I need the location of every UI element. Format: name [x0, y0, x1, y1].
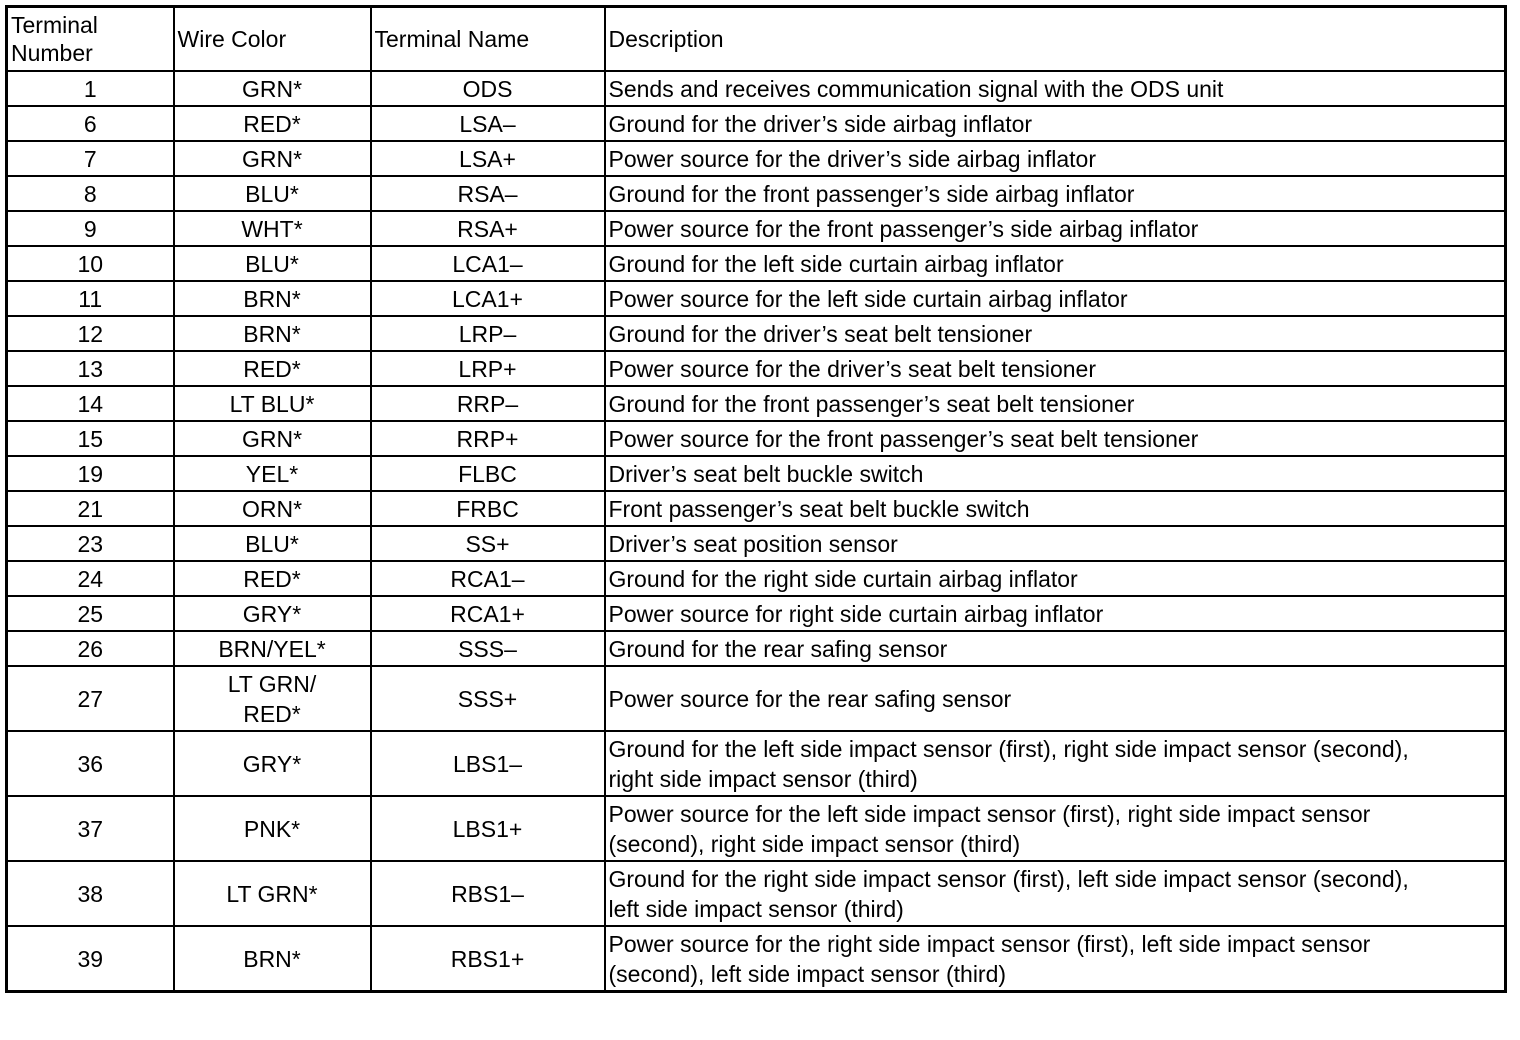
wire-color-cell: ORN* [174, 491, 371, 526]
table-row [7, 926, 1506, 992]
terminal-name-cell: RSA+ [371, 211, 605, 246]
wire-color-cell: GRY* [174, 731, 371, 796]
terminal-name-cell: FLBC [371, 456, 605, 491]
description-cell: Power source for the front passenger’s side airbag inflator [605, 211, 1506, 246]
description-cell: Ground for the right side impact sensor (first), left side impact sensor (second), left side impact sensor (third) [605, 861, 1506, 926]
terminal-name-cell: SSS– [371, 631, 605, 666]
terminal-number-cell: 27 [7, 666, 174, 731]
table-row [7, 71, 1506, 106]
description-cell: Power source for the front passenger’s seat belt tensioner [605, 421, 1506, 456]
wire-color-cell: GRY* [174, 596, 371, 631]
terminal-name-cell: RBS1+ [371, 926, 605, 992]
terminal-number-cell: 36 [7, 731, 174, 796]
wire-color-cell: RED* [174, 351, 371, 386]
wire-color-cell: BRN/YEL* [174, 631, 371, 666]
terminal-number-cell: 38 [7, 861, 174, 926]
table-row [7, 106, 1506, 141]
description-cell: Ground for the left side impact sensor (first), right side impact sensor (second), right side impact sensor (third) [605, 731, 1506, 796]
wire-color-cell: PNK* [174, 796, 371, 861]
wire-color-cell: RED* [174, 561, 371, 596]
table-row [7, 316, 1506, 351]
header-description: Description [605, 7, 1506, 72]
table-row [7, 421, 1506, 456]
wire-color-cell: BRN* [174, 316, 371, 351]
terminal-number-cell: 9 [7, 211, 174, 246]
wire-color-cell: WHT* [174, 211, 371, 246]
terminal-name-cell: LSA– [371, 106, 605, 141]
terminal-name-cell: LRP+ [371, 351, 605, 386]
terminal-name-cell: LCA1– [371, 246, 605, 281]
terminal-number-cell: 25 [7, 596, 174, 631]
description-cell: Ground for the front passenger’s seat belt tensioner [605, 386, 1506, 421]
terminal-name-cell: SSS+ [371, 666, 605, 731]
table-row [7, 596, 1506, 631]
table-row [7, 211, 1506, 246]
terminal-name-cell: LBS1+ [371, 796, 605, 861]
description-cell: Power source for the right side impact sensor (first), left side impact sensor (second), left side impact sensor (third) [605, 926, 1506, 992]
terminal-table [5, 5, 1507, 993]
terminal-number-cell: 23 [7, 526, 174, 561]
header-wire-color: Wire Color [174, 7, 371, 72]
terminal-number-cell: 11 [7, 281, 174, 316]
terminal-name-cell: RSA– [371, 176, 605, 211]
terminal-number-cell: 37 [7, 796, 174, 861]
wire-color-cell: YEL* [174, 456, 371, 491]
terminal-name-cell: ODS [371, 71, 605, 106]
description-cell: Power source for the left side curtain airbag inflator [605, 281, 1506, 316]
terminal-number-cell: 12 [7, 316, 174, 351]
description-cell: Power source for right side curtain airbag inflator [605, 596, 1506, 631]
description-cell: Driver’s seat belt buckle switch [605, 456, 1506, 491]
description-cell: Front passenger’s seat belt buckle switch [605, 491, 1506, 526]
table-header-row [7, 7, 1506, 72]
description-cell: Sends and receives communication signal with the ODS unit [605, 71, 1506, 106]
table-row [7, 491, 1506, 526]
wire-color-cell: BRN* [174, 281, 371, 316]
terminal-number-cell: 39 [7, 926, 174, 992]
wire-color-cell: GRN* [174, 141, 371, 176]
table-row [7, 141, 1506, 176]
terminal-number-cell: 24 [7, 561, 174, 596]
terminal-number-cell: 8 [7, 176, 174, 211]
wire-color-cell: LT BLU* [174, 386, 371, 421]
description-cell: Ground for the rear safing sensor [605, 631, 1506, 666]
table-row [7, 631, 1506, 666]
terminal-number-cell: 21 [7, 491, 174, 526]
wire-color-cell: RED* [174, 106, 371, 141]
wire-color-cell: BLU* [174, 526, 371, 561]
table-row [7, 731, 1506, 796]
wire-color-cell: BRN* [174, 926, 371, 992]
wire-color-cell: BLU* [174, 176, 371, 211]
terminal-name-cell: LSA+ [371, 141, 605, 176]
terminal-name-cell: LRP– [371, 316, 605, 351]
description-cell: Driver’s seat position sensor [605, 526, 1506, 561]
table-row [7, 796, 1506, 861]
header-terminal-number: Terminal Number [7, 7, 174, 72]
terminal-name-cell: LCA1+ [371, 281, 605, 316]
terminal-number-cell: 6 [7, 106, 174, 141]
terminal-name-cell: SS+ [371, 526, 605, 561]
terminal-name-cell: FRBC [371, 491, 605, 526]
terminal-name-cell: RRP– [371, 386, 605, 421]
terminal-number-cell: 19 [7, 456, 174, 491]
wire-color-cell: LT GRN* [174, 861, 371, 926]
wire-color-cell: LT GRN/ RED* [174, 666, 371, 731]
terminal-number-cell: 7 [7, 141, 174, 176]
description-cell: Ground for the driver’s seat belt tensioner [605, 316, 1506, 351]
description-cell: Ground for the left side curtain airbag inflator [605, 246, 1506, 281]
wire-color-cell: GRN* [174, 71, 371, 106]
terminal-name-cell: RRP+ [371, 421, 605, 456]
terminal-name-cell: LBS1– [371, 731, 605, 796]
description-cell: Power source for the left side impact sensor (first), right side impact sensor (second), right side impact sensor (third) [605, 796, 1506, 861]
description-cell: Ground for the driver’s side airbag inflator [605, 106, 1506, 141]
terminal-number-cell: 15 [7, 421, 174, 456]
terminal-number-cell: 14 [7, 386, 174, 421]
terminal-number-cell: 26 [7, 631, 174, 666]
terminal-number-cell: 10 [7, 246, 174, 281]
description-cell: Power source for the rear safing sensor [605, 666, 1506, 731]
description-cell: Ground for the right side curtain airbag inflator [605, 561, 1506, 596]
table-row [7, 456, 1506, 491]
terminal-name-cell: RBS1– [371, 861, 605, 926]
wire-color-cell: BLU* [174, 246, 371, 281]
table-row [7, 351, 1506, 386]
description-cell: Power source for the driver’s side airbag inflator [605, 141, 1506, 176]
header-terminal-name: Terminal Name [371, 7, 605, 72]
table-row [7, 561, 1506, 596]
description-cell: Power source for the driver’s seat belt tensioner [605, 351, 1506, 386]
terminal-number-cell: 1 [7, 71, 174, 106]
table-row [7, 666, 1506, 731]
table-row [7, 526, 1506, 561]
terminal-number-cell: 13 [7, 351, 174, 386]
table-row [7, 386, 1506, 421]
terminal-name-cell: RCA1– [371, 561, 605, 596]
table-row [7, 281, 1506, 316]
terminal-name-cell: RCA1+ [371, 596, 605, 631]
wire-color-cell: GRN* [174, 421, 371, 456]
table-row [7, 246, 1506, 281]
table-row [7, 176, 1506, 211]
table-row [7, 861, 1506, 926]
table-body [7, 71, 1506, 992]
description-cell: Ground for the front passenger’s side airbag inflator [605, 176, 1506, 211]
